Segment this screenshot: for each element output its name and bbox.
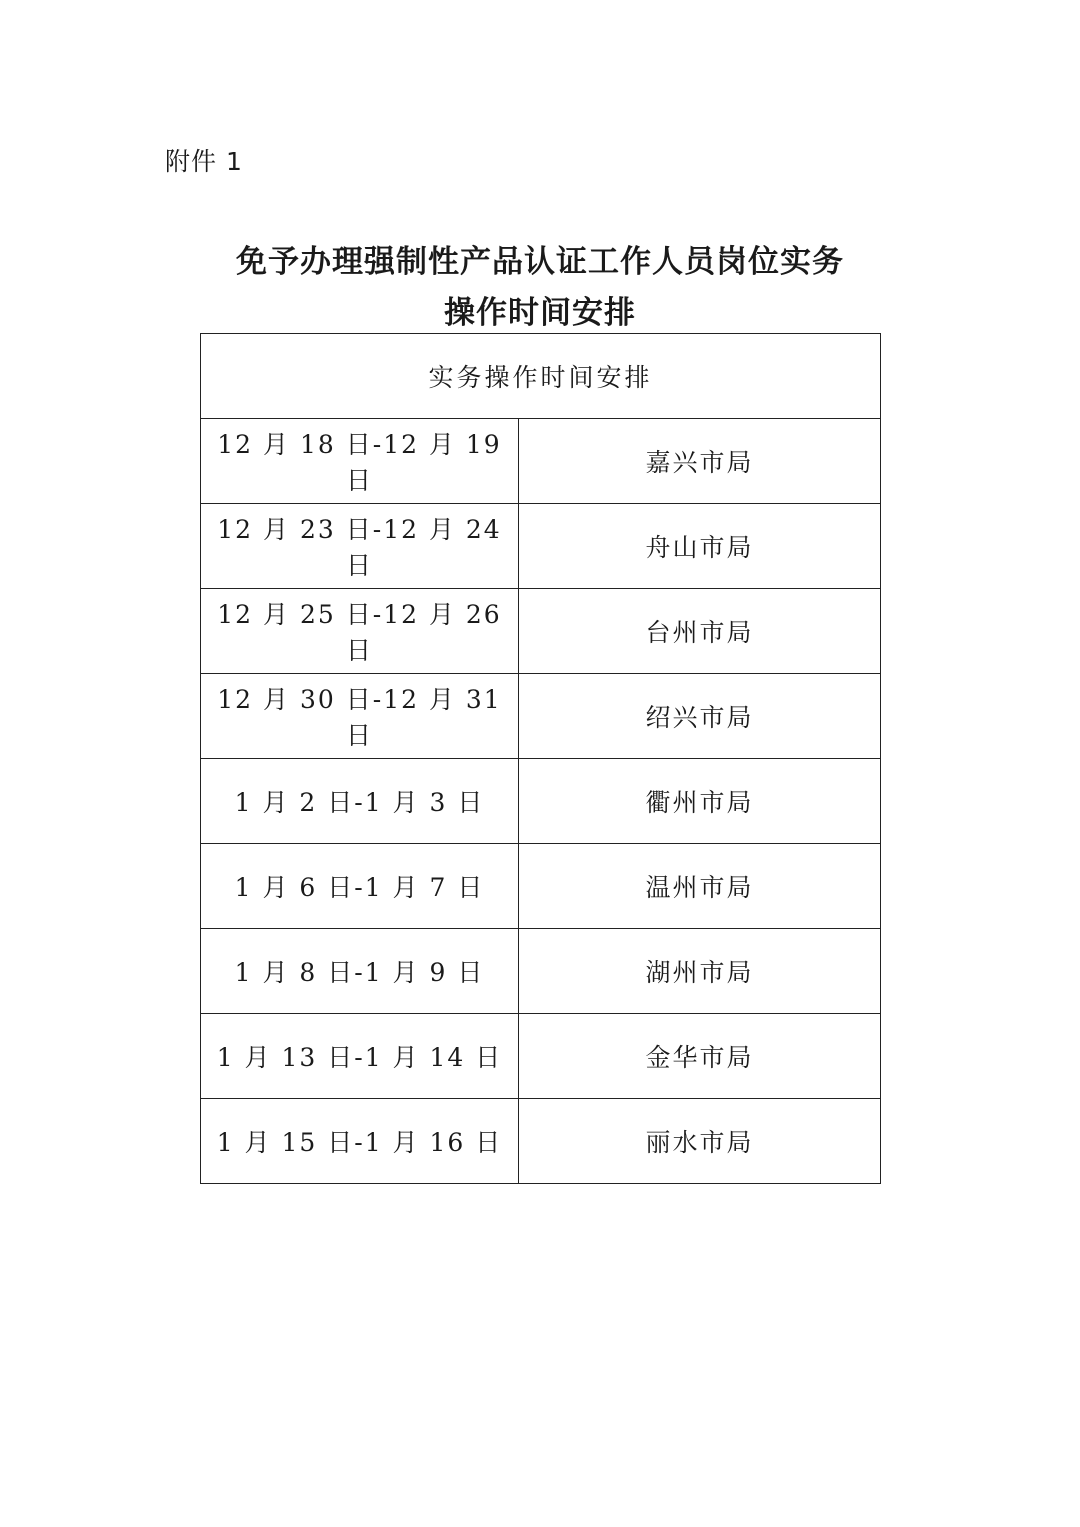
office-cell: 丽水市局	[519, 1099, 881, 1184]
table-row	[201, 1099, 881, 1184]
table-row	[201, 929, 881, 1014]
schedule-table	[200, 333, 881, 1184]
table-header-cell: 实务操作时间安排	[201, 334, 881, 419]
date-range-cell: 1 月 8 日-1 月 9 日	[201, 929, 519, 1014]
office-cell: 绍兴市局	[519, 674, 881, 759]
table-row	[201, 419, 881, 504]
table-row	[201, 844, 881, 929]
date-range-cell: 1 月 15 日-1 月 16 日	[201, 1099, 519, 1184]
office-cell: 湖州市局	[519, 929, 881, 1014]
date-range-cell: 12 月 30 日-12 月 31 日	[201, 674, 519, 759]
document-title-line-1: 免予办理强制性产品认证工作人员岗位实务	[236, 244, 844, 280]
office-cell: 温州市局	[519, 844, 881, 929]
table-row	[201, 759, 881, 844]
date-range-cell: 1 月 2 日-1 月 3 日	[201, 759, 519, 844]
document-title-line-2: 操作时间安排	[444, 295, 636, 331]
table-row	[201, 504, 881, 589]
table-row	[201, 674, 881, 759]
date-range-cell: 12 月 18 日-12 月 19 日	[201, 419, 519, 504]
office-cell: 衢州市局	[519, 759, 881, 844]
date-range-cell: 1 月 13 日-1 月 14 日	[201, 1014, 519, 1099]
office-cell: 嘉兴市局	[519, 419, 881, 504]
table-row	[201, 1014, 881, 1099]
attachment-label: 附件 1	[165, 147, 243, 176]
office-cell: 舟山市局	[519, 504, 881, 589]
office-cell: 金华市局	[519, 1014, 881, 1099]
table-header-row	[201, 334, 881, 419]
office-cell: 台州市局	[519, 589, 881, 674]
table-row	[201, 589, 881, 674]
date-range-cell: 1 月 6 日-1 月 7 日	[201, 844, 519, 929]
date-range-cell: 12 月 25 日-12 月 26 日	[201, 589, 519, 674]
date-range-cell: 12 月 23 日-12 月 24 日	[201, 504, 519, 589]
